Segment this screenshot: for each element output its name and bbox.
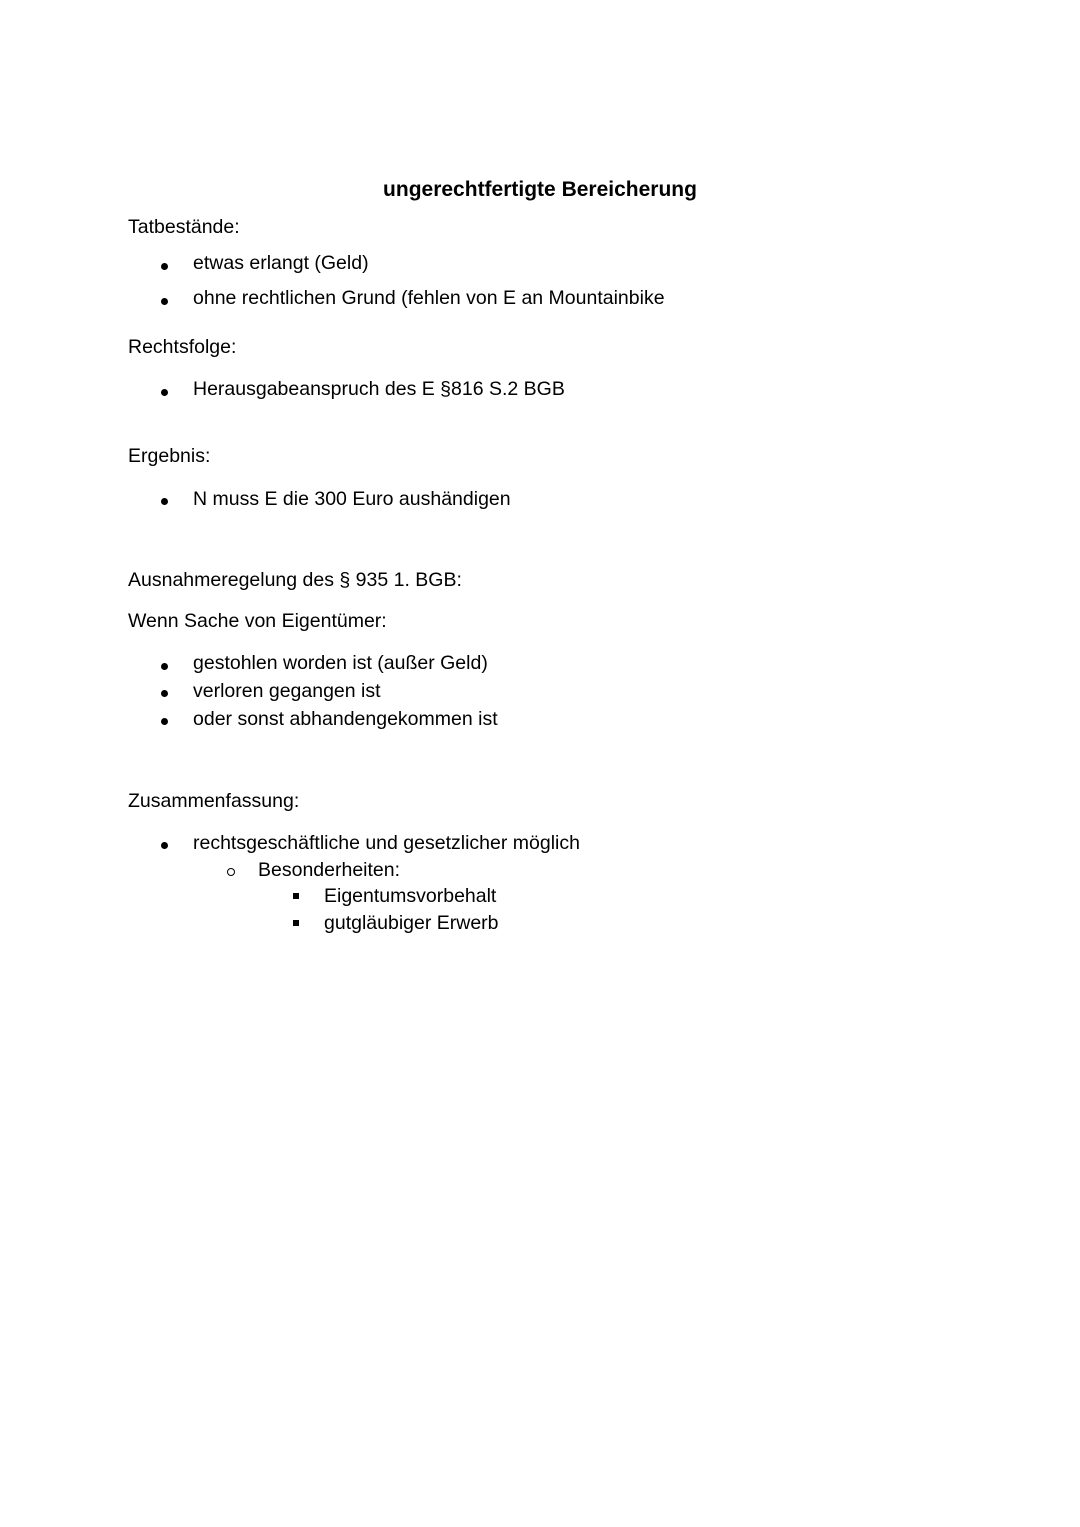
bullet-icon [161,690,168,697]
document-title: ungerechtfertigte Bereicherung [383,178,697,201]
bullet-icon [161,263,168,270]
bullet-icon [161,663,168,670]
heading-ergebnis: Ergebnis: [128,445,211,467]
square-bullet-icon [293,893,299,899]
document-page: ungerechtfertigte Bereicherung Tatbestände: etwas erlangt (Geld) ohne rechtlichen Grund (fehlen von E an Mountainbike Rechtsfolge: Herausgabeanspruch des E §816 S.2 BGB Ergebnis: N muss E die 300 Euro aushändigen Ausnahmeregelung des § 935 1. BGB: Wenn Sache von Eigentümer: gestohlen worden ist (außer Geld) verloren gegangen ist oder sonst abhandengekommen ist Zusammenfassung: rechtsgeschäftliche und gesetzlicher möglich Besonderheiten: Eigentumsvorbehalt gutgläubiger Erwerb [0,0,1080,1527]
heading-zusammenfassung: Zusammenfassung: [128,790,300,812]
bullet-icon [161,842,168,849]
subheading-wenn-sache: Wenn Sache von Eigentümer: [128,610,387,632]
heading-rechtsfolge: Rechtsfolge: [128,336,237,358]
bullet-icon [161,298,168,305]
square-bullet-icon [293,920,299,926]
bullet-icon [161,718,168,725]
heading-tatbestaende: Tatbestände: [128,216,240,238]
bullet-icon [161,498,168,505]
bullet-icon [161,389,168,396]
circle-bullet-icon [227,868,235,876]
heading-ausnahmeregelung: Ausnahmeregelung des § 935 1. BGB: [128,569,462,591]
